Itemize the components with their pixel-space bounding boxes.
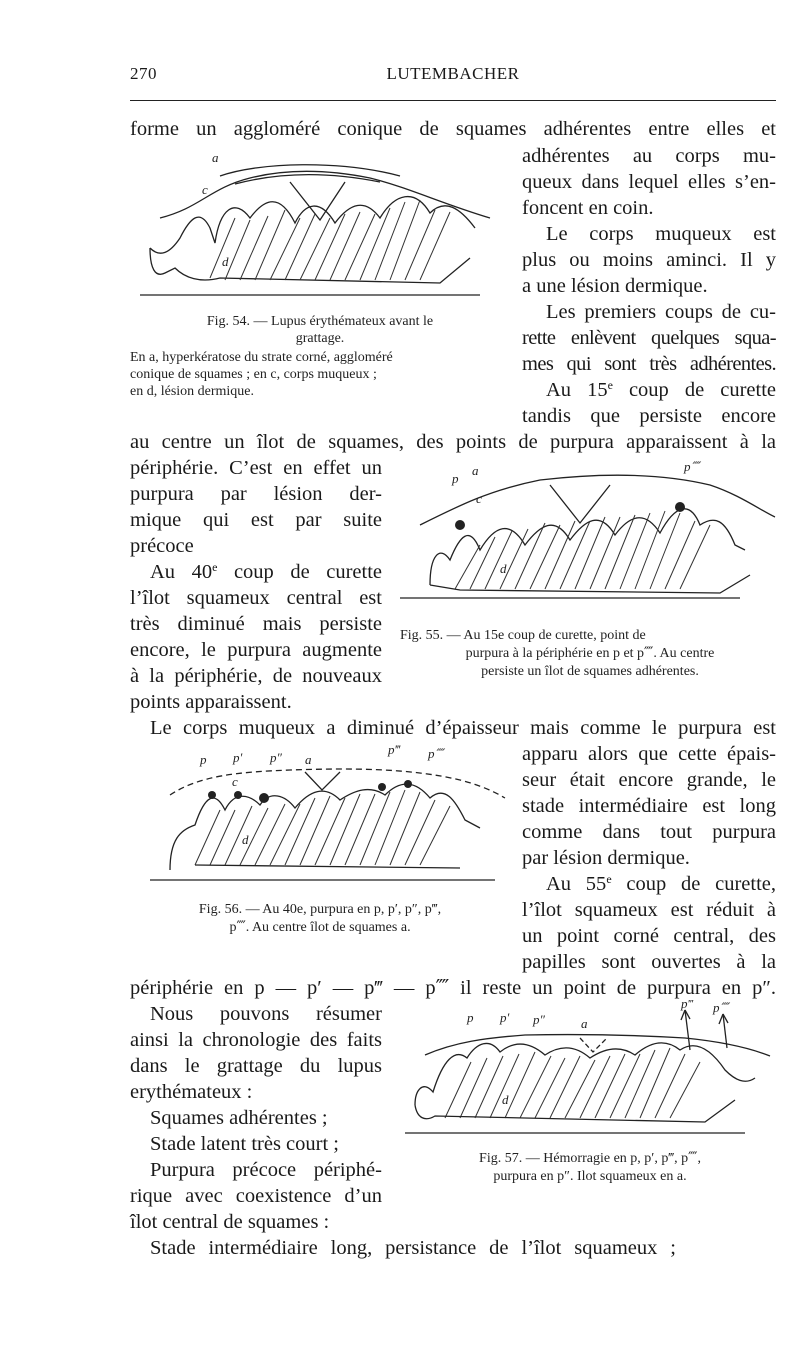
figure-label: d — [242, 832, 249, 847]
figure-57-caption: purpura en p″. Ilot squameux en a. — [493, 1169, 687, 1184]
figure-54-caption: En a, hyperkératose du strate corné, aggloméré — [130, 350, 393, 365]
figure-55-caption: Fig. 55. — Au 15e coup de curette, point de — [400, 628, 646, 643]
figure-label: p⁗ — [713, 1000, 729, 1015]
figure-label: d — [222, 254, 229, 269]
text-line: Stade intermédiaire long, persistance de l’îlot squameux ; — [150, 1237, 676, 1259]
text-line: Les premiers coups de cu- — [546, 301, 776, 323]
figure-54-caption: conique de squames ; en c, corps muqueux ; — [130, 367, 377, 382]
figure-56-illustration — [150, 740, 510, 890]
text-line: par lésion dermique. — [522, 847, 690, 869]
text-line: rique avec coexistence d’un — [130, 1185, 382, 1207]
text-line: papilles sont ouvertes à la — [522, 951, 776, 973]
figure-label: a — [581, 1016, 588, 1031]
text-line: encore, le purpura augmente — [130, 639, 382, 661]
figure-label: p‴ — [388, 742, 400, 757]
text-line: seur était encore grande, le — [522, 769, 776, 791]
figure-54-caption: grattage. — [295, 331, 345, 346]
text-line: dans le grattage du lupus — [130, 1055, 382, 1077]
figure-label: c — [232, 774, 238, 789]
figure-56-caption: Fig. 56. — Au 40e, purpura en p, p′, p″, p‴, — [198, 902, 442, 917]
figure-label: a — [472, 463, 479, 478]
text-line: adhérentes au corps mu- — [522, 145, 776, 167]
text-line: Au 40e coup de curette — [150, 560, 382, 583]
text-line: périphérie en p — p′ — p‴ — p⁗ il reste un point de purpura en p″. — [130, 977, 776, 999]
text-line: plus ou moins aminci. Il y — [522, 249, 776, 271]
text-line: forme un aggloméré conique de squames adhérentes entre elles et — [130, 118, 776, 140]
text-line: Nous pouvons résumer — [150, 1003, 382, 1025]
figure-label: p — [467, 1010, 474, 1025]
figure-label: p′ — [500, 1010, 510, 1025]
figure-label: p″ — [270, 750, 282, 765]
figure-label: p — [452, 471, 459, 486]
header-rule — [130, 100, 776, 101]
text-line: mes qui sont très adhérentes. — [522, 353, 776, 375]
running-title: LUTEMBACHER — [386, 64, 520, 83]
figure-label: p‴ — [681, 1000, 693, 1011]
figure-55-caption: persiste un îlot de squames adhérentes. — [481, 664, 699, 679]
figure-54-illustration — [140, 148, 500, 308]
text-line: un point corné central, des — [522, 925, 776, 947]
text-line: îlot central de squames : — [130, 1211, 330, 1233]
text-line: tandis que persiste encore — [522, 405, 776, 427]
text-line: purpura par lésion der- — [130, 483, 382, 505]
figure-57-illustration — [405, 1000, 780, 1145]
running-header — [130, 64, 776, 94]
figure-label: p⁗ — [684, 459, 700, 474]
text-line: Au 15e coup de curette — [546, 378, 776, 401]
text-line: mique qui est par suite — [130, 509, 382, 531]
figure-56-caption: p⁗. Au centre îlot de squames a. — [229, 920, 411, 935]
figure-label: c — [202, 182, 208, 197]
text-line: stade intermédiaire est long — [522, 795, 776, 817]
text-line: a une lésion dermique. — [522, 275, 708, 297]
text-line: Squames adhérentes ; — [150, 1107, 328, 1129]
figure-label: p′ — [233, 750, 243, 765]
figure-label: a — [212, 150, 219, 165]
page-number: 270 — [130, 64, 157, 83]
figure-55-caption: purpura à la périphérie en p et p⁗. Au centre — [465, 646, 715, 661]
text-line: au centre un îlot de squames, des points de purpura apparaissent à la — [130, 431, 776, 453]
text-line: Le corps muqueux a diminué d’épaisseur mais comme le purpura est — [150, 717, 776, 739]
figure-label: d — [502, 1092, 509, 1107]
text-line: l’îlot squameux est réduit à — [522, 899, 776, 921]
text-line: foncent en coin. — [522, 197, 654, 219]
figure-label: a — [305, 752, 312, 767]
text-line: périphérie. C’est en effet un — [130, 457, 382, 479]
text-line: points apparaissent. — [130, 691, 292, 713]
text-line: apparu alors que cette épais- — [522, 743, 776, 765]
text-line: comme dans tout purpura — [522, 821, 776, 843]
text-line: Au 55e coup de curette, — [546, 872, 776, 895]
text-line: Purpura précoce périphé- — [150, 1159, 382, 1181]
text-line: rette enlèvent quelques squa- — [522, 327, 776, 349]
figure-label: p — [200, 752, 207, 767]
figure-54-caption: en d, lésion dermique. — [130, 384, 255, 399]
text-line: queux dans lequel elles s’en- — [522, 171, 776, 193]
figure-label: c — [476, 491, 482, 506]
figure-label: p⁗ — [428, 746, 444, 761]
text-line: très diminué mais persiste — [130, 613, 382, 635]
figure-54-caption: Fig. 54. — Lupus érythémateux avant le — [206, 314, 434, 329]
text-line: erythémateux : — [130, 1081, 253, 1103]
text-line: précoce — [130, 535, 194, 557]
figure-label: p″ — [533, 1012, 545, 1027]
text-line: Stade latent très court ; — [150, 1133, 339, 1155]
text-line: Le corps muqueux est — [546, 223, 776, 245]
figure-55-illustration — [400, 455, 780, 623]
text-line: à la périphérie, de nouveaux — [130, 665, 382, 687]
figure-57-caption: Fig. 57. — Hémorragie en p, p′, p‴, p⁗, — [479, 1151, 701, 1166]
figure-label: d — [500, 561, 507, 576]
text-line: l’îlot squameux central est — [130, 587, 382, 609]
text-line: ainsi la chronologie des faits — [130, 1029, 382, 1051]
